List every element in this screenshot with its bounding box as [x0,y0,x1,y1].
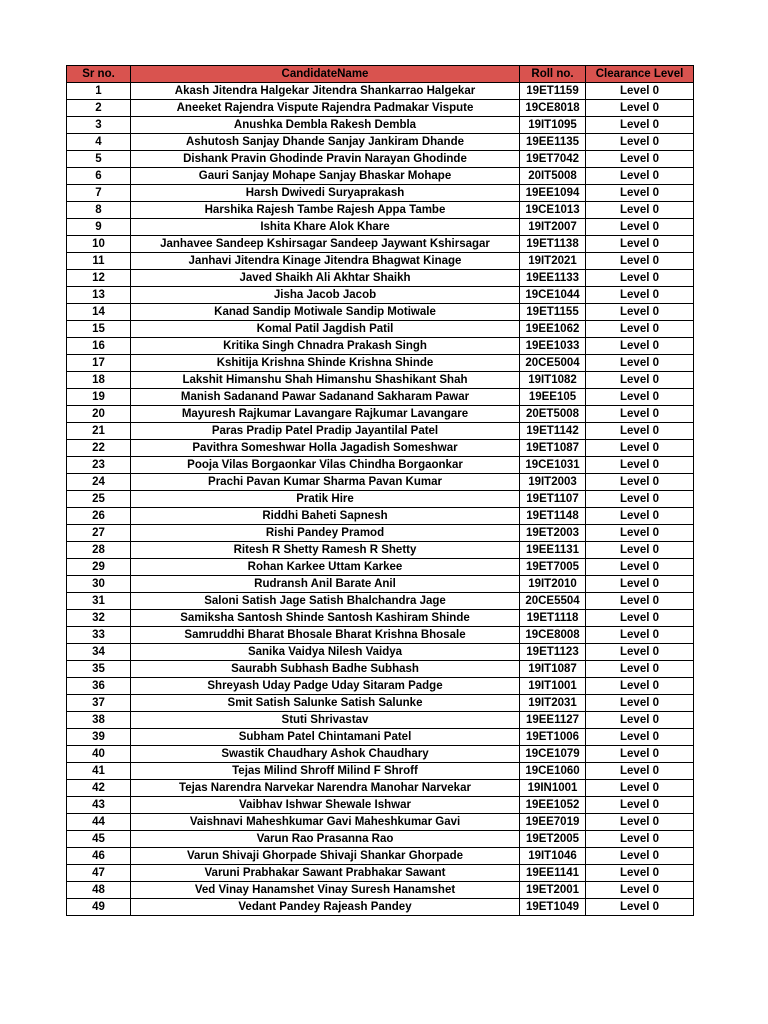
cell-clearance-level: Level 0 [586,814,694,831]
table-row [67,100,694,117]
cell-roll-no: 19ET1159 [520,83,586,100]
cell-sr-no: 21 [67,423,131,440]
cell-roll-no: 19EE1131 [520,542,586,559]
cell-roll-no: 19EE1052 [520,797,586,814]
cell-sr-no: 12 [67,270,131,287]
cell-sr-no: 34 [67,644,131,661]
table-row [67,355,694,372]
cell-sr-no: 42 [67,780,131,797]
cell-sr-no: 19 [67,389,131,406]
table-row [67,185,694,202]
cell-candidate-name: Vaishnavi Maheshkumar Gavi Maheshkumar Gavi [131,814,520,831]
candidate-clearance-table [66,65,694,916]
cell-clearance-level: Level 0 [586,304,694,321]
cell-clearance-level: Level 0 [586,440,694,457]
cell-clearance-level: Level 0 [586,270,694,287]
cell-roll-no: 19EE1094 [520,185,586,202]
cell-candidate-name: Harsh Dwivedi Suryaprakash [131,185,520,202]
table-row [67,83,694,100]
cell-roll-no: 19ET1118 [520,610,586,627]
cell-candidate-name: Shreyash Uday Padge Uday Sitaram Padge [131,678,520,695]
cell-clearance-level: Level 0 [586,712,694,729]
cell-candidate-name: Kritika Singh Chnadra Prakash Singh [131,338,520,355]
table-row [67,270,694,287]
table-row [67,780,694,797]
cell-sr-no: 3 [67,117,131,134]
table-row [67,338,694,355]
header-clearance-level: Clearance Level [586,66,694,83]
cell-candidate-name: Saurabh Subhash Badhe Subhash [131,661,520,678]
cell-candidate-name: Ritesh R Shetty Ramesh R Shetty [131,542,520,559]
cell-clearance-level: Level 0 [586,593,694,610]
cell-candidate-name: Tejas Milind Shroff Milind F Shroff [131,763,520,780]
cell-sr-no: 45 [67,831,131,848]
cell-candidate-name: Sanika Vaidya Nilesh Vaidya [131,644,520,661]
cell-roll-no: 20CE5004 [520,355,586,372]
cell-candidate-name: Vedant Pandey Rajeash Pandey [131,899,520,916]
cell-clearance-level: Level 0 [586,491,694,508]
cell-sr-no: 35 [67,661,131,678]
table-row [67,661,694,678]
cell-roll-no: 19ET1138 [520,236,586,253]
cell-roll-no: 19ET1155 [520,304,586,321]
cell-candidate-name: Kanad Sandip Motiwale Sandip Motiwale [131,304,520,321]
cell-roll-no: 19ET1142 [520,423,586,440]
cell-sr-no: 49 [67,899,131,916]
cell-clearance-level: Level 0 [586,474,694,491]
table-row [67,729,694,746]
cell-roll-no: 19CE1060 [520,763,586,780]
cell-roll-no: 19IT1046 [520,848,586,865]
cell-clearance-level: Level 0 [586,355,694,372]
table-row [67,814,694,831]
table-row [67,321,694,338]
cell-clearance-level: Level 0 [586,372,694,389]
cell-candidate-name: Harshika Rajesh Tambe Rajesh Appa Tambe [131,202,520,219]
cell-roll-no: 19ET1087 [520,440,586,457]
cell-candidate-name: Jisha Jacob Jacob [131,287,520,304]
cell-candidate-name: Prachi Pavan Kumar Sharma Pavan Kumar [131,474,520,491]
table-row [67,746,694,763]
cell-roll-no: 19ET2001 [520,882,586,899]
table-row [67,712,694,729]
cell-roll-no: 19EE1133 [520,270,586,287]
cell-sr-no: 22 [67,440,131,457]
cell-candidate-name: Aneeket Rajendra Vispute Rajendra Padmakar Vispute [131,100,520,117]
cell-clearance-level: Level 0 [586,423,694,440]
cell-candidate-name: Rishi Pandey Pramod [131,525,520,542]
cell-candidate-name: Saloni Satish Jage Satish Bhalchandra Jage [131,593,520,610]
cell-candidate-name: Kshitija Krishna Shinde Krishna Shinde [131,355,520,372]
cell-roll-no: 19EE1141 [520,865,586,882]
cell-clearance-level: Level 0 [586,100,694,117]
cell-sr-no: 4 [67,134,131,151]
cell-clearance-level: Level 0 [586,185,694,202]
table-row [67,168,694,185]
cell-sr-no: 32 [67,610,131,627]
cell-roll-no: 19IT2003 [520,474,586,491]
header-roll-no: Roll no. [520,66,586,83]
table-row [67,491,694,508]
cell-roll-no: 19EE1127 [520,712,586,729]
table-row [67,695,694,712]
table-row [67,542,694,559]
cell-candidate-name: Manish Sadanand Pawar Sadanand Sakharam Pawar [131,389,520,406]
cell-roll-no: 19ET1107 [520,491,586,508]
cell-candidate-name: Anushka Dembla Rakesh Dembla [131,117,520,134]
cell-clearance-level: Level 0 [586,661,694,678]
cell-candidate-name: Gauri Sanjay Mohape Sanjay Bhaskar Mohape [131,168,520,185]
cell-clearance-level: Level 0 [586,610,694,627]
table-row [67,763,694,780]
cell-clearance-level: Level 0 [586,695,694,712]
table-row [67,831,694,848]
cell-sr-no: 2 [67,100,131,117]
cell-sr-no: 37 [67,695,131,712]
cell-sr-no: 48 [67,882,131,899]
cell-sr-no: 10 [67,236,131,253]
cell-clearance-level: Level 0 [586,559,694,576]
cell-candidate-name: Riddhi Baheti Sapnesh [131,508,520,525]
cell-sr-no: 18 [67,372,131,389]
cell-clearance-level: Level 0 [586,882,694,899]
table-row [67,372,694,389]
cell-sr-no: 13 [67,287,131,304]
cell-sr-no: 11 [67,253,131,270]
cell-sr-no: 33 [67,627,131,644]
table-row [67,848,694,865]
cell-candidate-name: Ishita Khare Alok Khare [131,219,520,236]
cell-sr-no: 16 [67,338,131,355]
cell-candidate-name: Smit Satish Salunke Satish Salunke [131,695,520,712]
cell-clearance-level: Level 0 [586,321,694,338]
header-candidate-name: CandidateName [131,66,520,83]
cell-roll-no: 19ET2005 [520,831,586,848]
table-row [67,576,694,593]
table-row [67,610,694,627]
cell-candidate-name: Samruddhi Bharat Bhosale Bharat Krishna Bhosale [131,627,520,644]
cell-roll-no: 19EE105 [520,389,586,406]
cell-sr-no: 46 [67,848,131,865]
cell-candidate-name: Dishank Pravin Ghodinde Pravin Narayan Ghodinde [131,151,520,168]
cell-sr-no: 47 [67,865,131,882]
cell-candidate-name: Varun Rao Prasanna Rao [131,831,520,848]
cell-clearance-level: Level 0 [586,848,694,865]
table-row [67,440,694,457]
cell-sr-no: 23 [67,457,131,474]
cell-clearance-level: Level 0 [586,508,694,525]
table-body [67,83,694,916]
cell-sr-no: 40 [67,746,131,763]
cell-clearance-level: Level 0 [586,406,694,423]
cell-candidate-name: Tejas Narendra Narvekar Narendra Manohar Narvekar [131,780,520,797]
cell-clearance-level: Level 0 [586,627,694,644]
cell-clearance-level: Level 0 [586,151,694,168]
table-row [67,287,694,304]
cell-sr-no: 1 [67,83,131,100]
cell-roll-no: 19ET1148 [520,508,586,525]
table-row [67,236,694,253]
cell-roll-no: 19IT2007 [520,219,586,236]
cell-roll-no: 19EE7019 [520,814,586,831]
cell-roll-no: 19IT2031 [520,695,586,712]
table-row [67,457,694,474]
cell-candidate-name: Stuti Shrivastav [131,712,520,729]
table-row [67,627,694,644]
cell-roll-no: 19ET2003 [520,525,586,542]
cell-roll-no: 19IN1001 [520,780,586,797]
cell-sr-no: 38 [67,712,131,729]
table-row [67,219,694,236]
header-sr-no: Sr no. [67,66,131,83]
cell-roll-no: 19EE1135 [520,134,586,151]
cell-clearance-level: Level 0 [586,219,694,236]
cell-candidate-name: Varuni Prabhakar Sawant Prabhakar Sawant [131,865,520,882]
cell-roll-no: 19IT1095 [520,117,586,134]
cell-roll-no: 19ET7042 [520,151,586,168]
cell-sr-no: 28 [67,542,131,559]
table-row [67,202,694,219]
cell-sr-no: 36 [67,678,131,695]
cell-sr-no: 15 [67,321,131,338]
cell-sr-no: 44 [67,814,131,831]
cell-sr-no: 39 [67,729,131,746]
cell-clearance-level: Level 0 [586,542,694,559]
cell-candidate-name: Pavithra Someshwar Holla Jagadish Someshwar [131,440,520,457]
cell-candidate-name: Janhavee Sandeep Kshirsagar Sandeep Jaywant Kshirsagar [131,236,520,253]
cell-clearance-level: Level 0 [586,729,694,746]
cell-roll-no: 20ET5008 [520,406,586,423]
cell-clearance-level: Level 0 [586,253,694,270]
cell-sr-no: 17 [67,355,131,372]
table-row [67,389,694,406]
cell-clearance-level: Level 0 [586,236,694,253]
table-row [67,134,694,151]
table-row [67,508,694,525]
cell-clearance-level: Level 0 [586,899,694,916]
cell-roll-no: 19IT2010 [520,576,586,593]
cell-clearance-level: Level 0 [586,83,694,100]
table-row [67,423,694,440]
cell-candidate-name: Pooja Vilas Borgaonkar Vilas Chindha Borgaonkar [131,457,520,474]
cell-sr-no: 29 [67,559,131,576]
cell-clearance-level: Level 0 [586,780,694,797]
cell-clearance-level: Level 0 [586,202,694,219]
cell-clearance-level: Level 0 [586,797,694,814]
cell-clearance-level: Level 0 [586,763,694,780]
cell-clearance-level: Level 0 [586,831,694,848]
table-row [67,559,694,576]
table-row [67,406,694,423]
cell-roll-no: 19CE1044 [520,287,586,304]
table-row [67,525,694,542]
cell-roll-no: 19ET7005 [520,559,586,576]
cell-candidate-name: Rohan Karkee Uttam Karkee [131,559,520,576]
cell-roll-no: 19IT2021 [520,253,586,270]
cell-sr-no: 31 [67,593,131,610]
cell-sr-no: 14 [67,304,131,321]
cell-clearance-level: Level 0 [586,525,694,542]
cell-candidate-name: Janhavi Jitendra Kinage Jitendra Bhagwat Kinage [131,253,520,270]
cell-candidate-name: Paras Pradip Patel Pradip Jayantilal Patel [131,423,520,440]
cell-sr-no: 25 [67,491,131,508]
cell-roll-no: 19CE8018 [520,100,586,117]
cell-roll-no: 19CE1031 [520,457,586,474]
cell-clearance-level: Level 0 [586,678,694,695]
cell-candidate-name: Mayuresh Rajkumar Lavangare Rajkumar Lavangare [131,406,520,423]
cell-clearance-level: Level 0 [586,168,694,185]
cell-candidate-name: Lakshit Himanshu Shah Himanshu Shashikant Shah [131,372,520,389]
table-row [67,151,694,168]
cell-sr-no: 8 [67,202,131,219]
cell-roll-no: 19IT1001 [520,678,586,695]
cell-sr-no: 43 [67,797,131,814]
cell-roll-no: 20CE5504 [520,593,586,610]
table-row [67,474,694,491]
cell-roll-no: 19EE1062 [520,321,586,338]
cell-candidate-name: Varun Shivaji Ghorpade Shivaji Shankar Ghorpade [131,848,520,865]
cell-clearance-level: Level 0 [586,457,694,474]
cell-sr-no: 9 [67,219,131,236]
cell-roll-no: 19CE1079 [520,746,586,763]
cell-candidate-name: Swastik Chaudhary Ashok Chaudhary [131,746,520,763]
cell-candidate-name: Ved Vinay Hanamshet Vinay Suresh Hanamshet [131,882,520,899]
cell-roll-no: 19CE1013 [520,202,586,219]
cell-candidate-name: Rudransh Anil Barate Anil [131,576,520,593]
cell-roll-no: 19CE8008 [520,627,586,644]
table-row [67,865,694,882]
cell-roll-no: 19ET1049 [520,899,586,916]
cell-clearance-level: Level 0 [586,117,694,134]
table-row [67,678,694,695]
cell-roll-no: 19ET1123 [520,644,586,661]
cell-roll-no: 19IT1082 [520,372,586,389]
cell-candidate-name: Vaibhav Ishwar Shewale Ishwar [131,797,520,814]
cell-clearance-level: Level 0 [586,338,694,355]
table-row [67,117,694,134]
cell-candidate-name: Javed Shaikh Ali Akhtar Shaikh [131,270,520,287]
cell-clearance-level: Level 0 [586,644,694,661]
cell-clearance-level: Level 0 [586,134,694,151]
cell-sr-no: 27 [67,525,131,542]
cell-candidate-name: Samiksha Santosh Shinde Santosh Kashiram Shinde [131,610,520,627]
cell-roll-no: 19ET1006 [520,729,586,746]
cell-clearance-level: Level 0 [586,865,694,882]
table-row [67,253,694,270]
cell-sr-no: 5 [67,151,131,168]
cell-clearance-level: Level 0 [586,287,694,304]
header-row [67,66,694,83]
cell-sr-no: 26 [67,508,131,525]
cell-candidate-name: Ashutosh Sanjay Dhande Sanjay Jankiram Dhande [131,134,520,151]
table-row [67,899,694,916]
cell-sr-no: 20 [67,406,131,423]
table-row [67,797,694,814]
cell-clearance-level: Level 0 [586,576,694,593]
table-row [67,593,694,610]
cell-clearance-level: Level 0 [586,746,694,763]
cell-sr-no: 30 [67,576,131,593]
table-row [67,644,694,661]
cell-sr-no: 41 [67,763,131,780]
table-header [67,66,694,83]
cell-clearance-level: Level 0 [586,389,694,406]
cell-candidate-name: Subham Patel Chintamani Patel [131,729,520,746]
cell-roll-no: 19IT1087 [520,661,586,678]
cell-sr-no: 6 [67,168,131,185]
cell-candidate-name: Pratik Hire [131,491,520,508]
cell-sr-no: 7 [67,185,131,202]
cell-sr-no: 24 [67,474,131,491]
cell-roll-no: 20IT5008 [520,168,586,185]
cell-roll-no: 19EE1033 [520,338,586,355]
cell-candidate-name: Akash Jitendra Halgekar Jitendra Shankarrao Halgekar [131,83,520,100]
cell-candidate-name: Komal Patil Jagdish Patil [131,321,520,338]
table-row [67,304,694,321]
table-row [67,882,694,899]
